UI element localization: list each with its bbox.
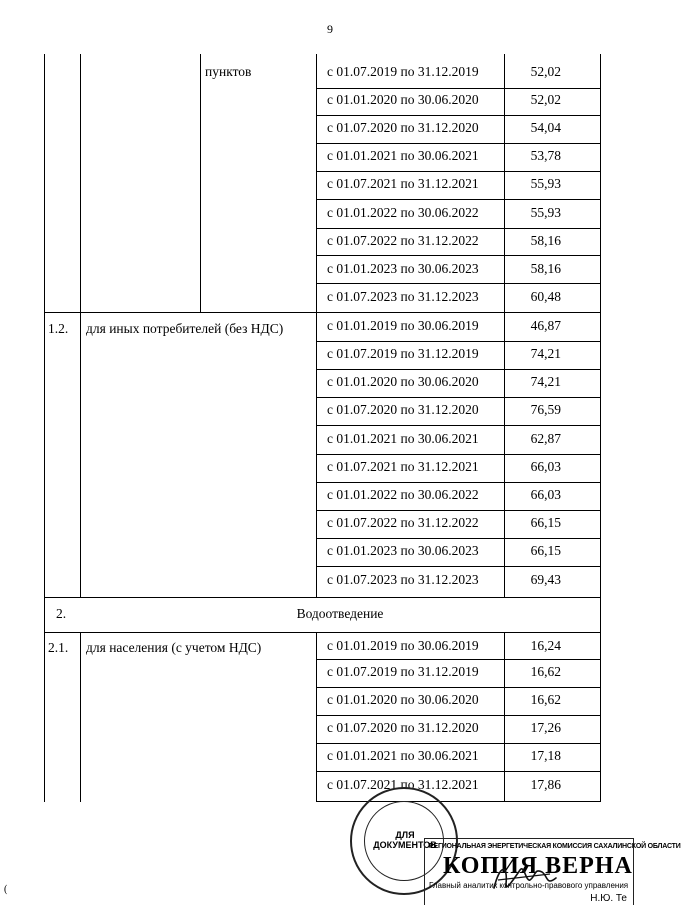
row-line	[316, 538, 601, 539]
row-line	[316, 425, 601, 426]
group-line	[44, 597, 601, 598]
row-line	[316, 771, 601, 772]
value-cell: 69,43	[530, 572, 561, 587]
period-cell: с 01.07.2021 по 31.12.2021	[327, 459, 479, 474]
row-line	[316, 566, 601, 567]
period-cell: с 01.07.2020 по 31.12.2020	[327, 720, 479, 735]
period-cell: с 01.07.2020 по 31.12.2020	[327, 120, 479, 135]
table-col-line-3b	[316, 632, 317, 802]
row-line	[316, 143, 601, 144]
value-cell: 58,16	[530, 261, 561, 276]
period-cell: с 01.01.2023 по 30.06.2023	[327, 261, 479, 276]
value-cell: 74,21	[530, 374, 561, 389]
row-line	[316, 199, 601, 200]
value-cell: 46,87	[530, 318, 561, 333]
value-cell: 62,87	[530, 431, 561, 446]
value-cell: 66,03	[530, 487, 561, 502]
value-cell: 74,21	[530, 346, 561, 361]
section-title: Водоотведение	[296, 606, 384, 621]
row-line	[316, 397, 601, 398]
period-cell: с 01.07.2022 по 31.12.2022	[327, 515, 479, 530]
value-cell: 66,15	[530, 543, 561, 558]
value-cell: 66,03	[530, 459, 561, 474]
period-cell: с 01.01.2022 по 30.06.2022	[327, 205, 479, 220]
row-line	[316, 743, 601, 744]
period-cell: с 01.07.2023 по 31.12.2023	[327, 289, 479, 304]
period-cell: с 01.01.2022 по 30.06.2022	[327, 487, 479, 502]
period-cell: с 01.01.2020 по 30.06.2020	[327, 92, 479, 107]
round-stamp-text: ДЛЯ ДОКУМЕНТОВ	[373, 830, 437, 850]
group-label: для населения (с учетом НДС)	[86, 640, 262, 655]
value-cell: 60,48	[530, 289, 561, 304]
row-line	[316, 482, 601, 483]
value-cell: 17,26	[530, 720, 561, 735]
period-cell: с 01.07.2023 по 31.12.2023	[327, 572, 479, 587]
table-col-line-1	[80, 54, 81, 598]
value-cell: 17,18	[530, 748, 561, 763]
group-label: для иных потребителей (без НДС)	[86, 321, 284, 336]
row-line	[316, 88, 601, 89]
period-cell: с 01.01.2021 по 30.06.2021	[327, 148, 479, 163]
row-line	[316, 255, 601, 256]
value-cell: 16,24	[530, 638, 561, 653]
period-cell: с 01.07.2020 по 31.12.2020	[327, 402, 479, 417]
row-line	[316, 171, 601, 172]
period-cell: с 01.07.2021 по 31.12.2021	[327, 777, 479, 792]
table-border-left	[44, 54, 45, 802]
value-cell: 52,02	[530, 92, 561, 107]
period-cell: с 01.07.2019 по 31.12.2019	[327, 64, 479, 79]
period-cell: с 01.07.2021 по 31.12.2021	[327, 176, 479, 191]
section-number: 2.	[56, 606, 67, 621]
table-col-line-3	[316, 54, 317, 598]
table-col-line-1b	[80, 632, 81, 802]
group-line	[44, 632, 601, 633]
period-cell: с 01.01.2021 по 30.06.2021	[327, 431, 479, 446]
group-number: 1.2.	[48, 321, 69, 336]
row-line	[316, 283, 601, 284]
stamp-organization: РЕГИОНАЛЬНАЯ ЭНЕРГЕТИЧЕСКАЯ КОМИССИЯ САХАЛИНСКОЙ ОБЛАСТИ	[429, 843, 681, 850]
row-line	[316, 659, 601, 660]
group-number: 2.1.	[48, 640, 69, 655]
margin-mark: (	[4, 884, 8, 895]
row-line	[316, 801, 601, 802]
table-col-line-2	[200, 54, 201, 312]
value-cell: 17,86	[530, 777, 561, 792]
period-cell: с 01.01.2021 по 30.06.2021	[327, 748, 479, 763]
value-cell: 16,62	[530, 664, 561, 679]
value-cell: 55,93	[530, 176, 561, 191]
table-border-right	[600, 54, 601, 802]
value-cell: 58,16	[530, 233, 561, 248]
period-cell: с 01.01.2020 по 30.06.2020	[327, 692, 479, 707]
value-cell: 66,15	[530, 515, 561, 530]
group-line	[44, 312, 601, 313]
period-cell: с 01.01.2020 по 30.06.2020	[327, 374, 479, 389]
row-line	[316, 341, 601, 342]
row-line	[316, 369, 601, 370]
signature	[490, 858, 560, 898]
row-line	[316, 687, 601, 688]
value-cell: 53,78	[530, 148, 561, 163]
period-cell: с 01.07.2022 по 31.12.2022	[327, 233, 479, 248]
carry-label: пунктов	[205, 64, 252, 79]
value-cell: 55,93	[530, 205, 561, 220]
period-cell: с 01.01.2019 по 30.06.2019	[327, 638, 479, 653]
stamp-title: КОПИЯ ВЕРНА	[443, 853, 633, 879]
row-line	[316, 454, 601, 455]
stamp-position: Главный аналитик контрольно-правового управления	[429, 881, 629, 890]
period-cell: с 01.07.2019 по 31.12.2019	[327, 346, 479, 361]
value-cell: 16,62	[530, 692, 561, 707]
page-number: 9	[327, 22, 333, 36]
value-cell: 76,59	[530, 402, 561, 417]
value-cell: 54,04	[530, 120, 561, 135]
period-cell: с 01.01.2019 по 30.06.2019	[327, 318, 479, 333]
row-line	[316, 228, 601, 229]
row-line	[316, 510, 601, 511]
row-line	[316, 715, 601, 716]
period-cell: с 01.01.2023 по 30.06.2023	[327, 543, 479, 558]
period-cell: с 01.07.2019 по 31.12.2019	[327, 664, 479, 679]
stamp-signer-name: Н.Ю. Те	[590, 893, 627, 904]
row-line	[316, 115, 601, 116]
value-cell: 52,02	[530, 64, 561, 79]
